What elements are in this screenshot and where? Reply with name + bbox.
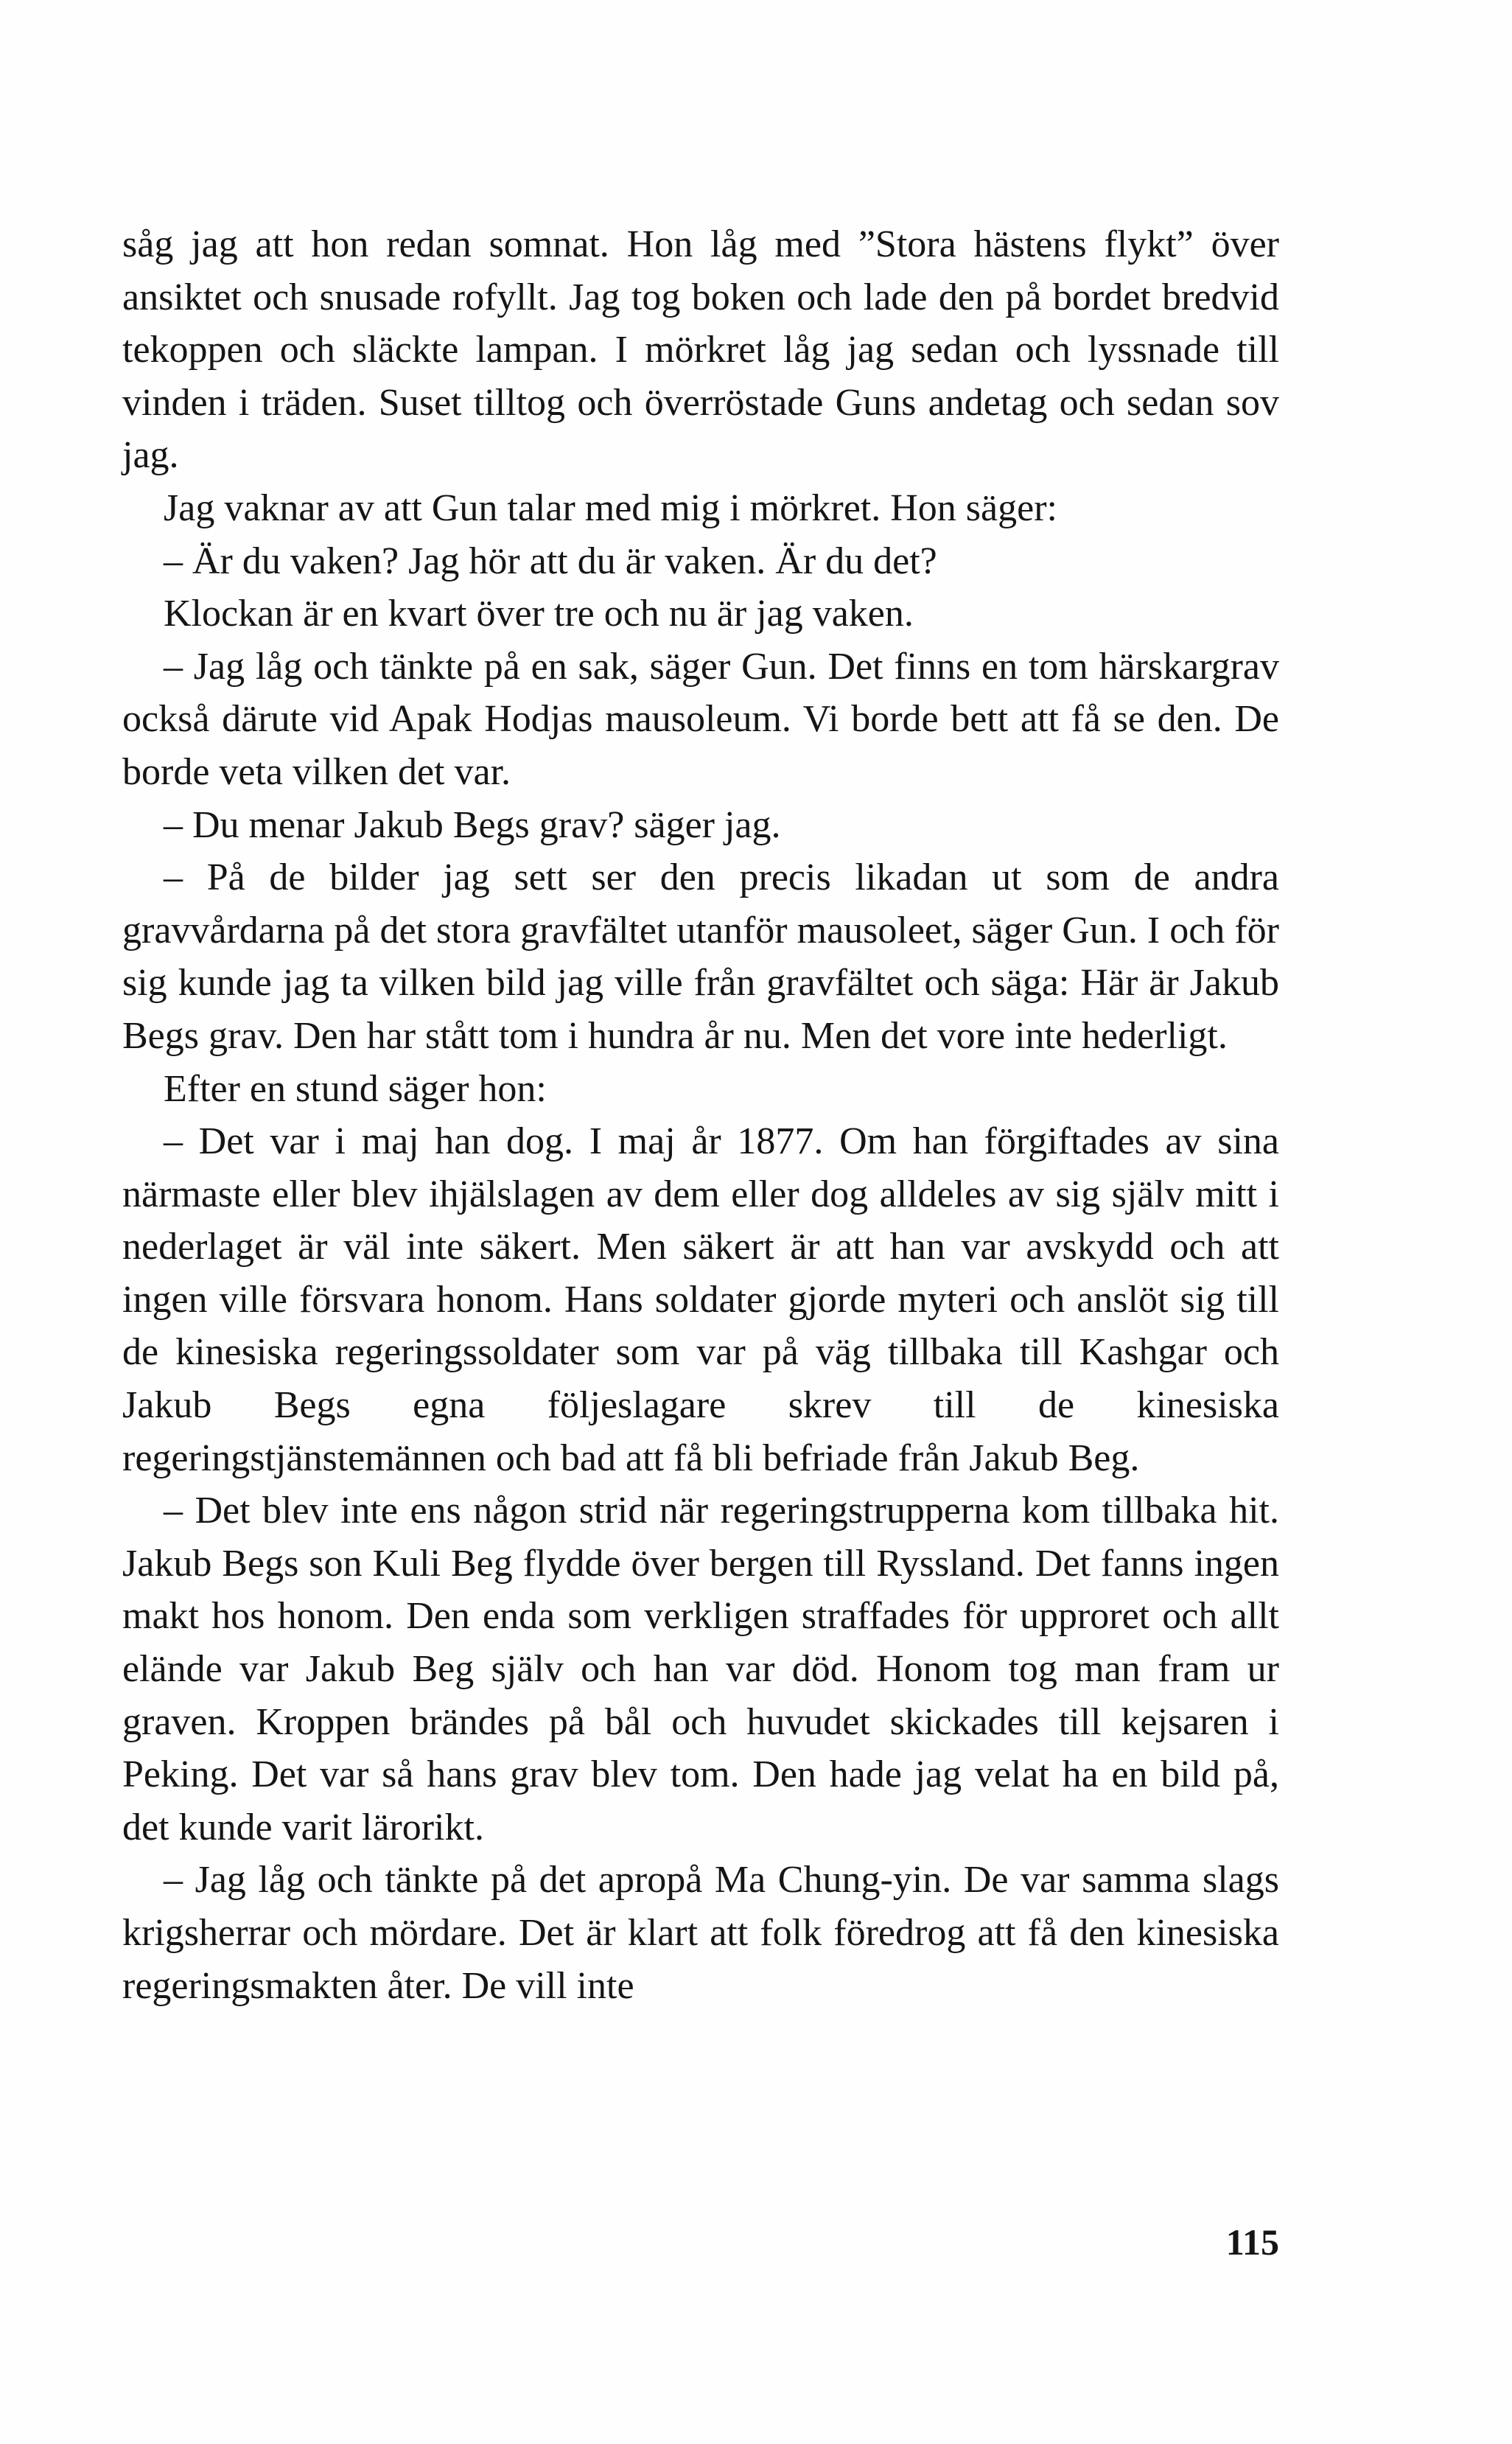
paragraph: – Jag låg och tänkte på det apropå Ma Chung-yin. De var samma slags krigsherrar och mördare. Det är klart att folk föredrog att få den kinesiska regeringsmakten åter. De vill inte xyxy=(122,1859,1279,2007)
paragraph: Klockan är en kvart över tre och nu är jag vaken. xyxy=(164,593,914,635)
body-text xyxy=(122,218,1279,2012)
paragraph: såg jag att hon redan somnat. Hon låg med ”Stora hästens flykt” över ansiktet och snusade rofyllt. Jag tog boken och lade den på bordet bredvid tekoppen och släckte lampan. I mörkret låg jag sedan och lyssnade till vinden i träden. Suset tilltog och överröstade Guns andetag och sedan sov jag. xyxy=(122,223,1279,477)
page-number: 115 xyxy=(1225,2221,1279,2263)
paragraph: Jag vaknar av att Gun talar med mig i mörkret. Hon säger: xyxy=(164,486,1057,529)
paragraph: – Du menar Jakub Begs grav? säger jag. xyxy=(164,803,781,846)
paragraph: – På de bilder jag sett ser den precis likadan ut som de andra gravvårdarna på det stora gravfältet utanför mausoleet, säger Gun. I och för sig kunde jag ta vilken bild jag ville från gravfältet och säga: Här är Jakub Begs grav. Den har stått tom i hundra år nu. Men det vore inte hederligt. xyxy=(122,856,1279,1057)
paragraph: – Är du vaken? Jag hör att du är vaken. Är du det? xyxy=(164,540,937,582)
paragraph: – Det blev inte ens någon strid när regeringstrupperna kom tillbaka hit. Jakub Begs son Kuli Beg flydde över bergen till Ryssland. Det fanns ingen makt hos honom. Den enda som verkligen straffades för upproret och allt elände var Jakub Beg själv och han var död. Honom tog man fram ur graven. Kroppen brändes på bål och huvudet skickades till kejsaren i Peking. Det var så hans grav blev tom. Den hade jag velat ha en bild på, det kunde varit lärorikt. xyxy=(122,1490,1279,1848)
paragraph: – Jag låg och tänkte på en sak, säger Gun. Det finns en tom härskargrav också därute vid Apak Hodjas mausoleum. Vi borde bett att få se den. De borde veta vilken det var. xyxy=(122,645,1279,793)
paragraph: Efter en stund säger hon: xyxy=(164,1067,547,1110)
paragraph: – Det var i maj han dog. I maj år 1877. Om han förgiftades av sina närmaste eller blev ihjälslagen av dem eller dog alldeles av sig själv mitt i nederlaget är väl inte säkert. Men säkert är att han var avskydd och att ingen ville försvara honom. Hans soldater gjorde myteri och anslöt sig till de kinesiska regeringssoldater som var på väg tillbaka till Kashgar och Jakub Begs egna följeslagare skrev till de kinesiska regeringstjänstemännen och bad att få bli befriade från Jakub Beg. xyxy=(122,1120,1279,1479)
